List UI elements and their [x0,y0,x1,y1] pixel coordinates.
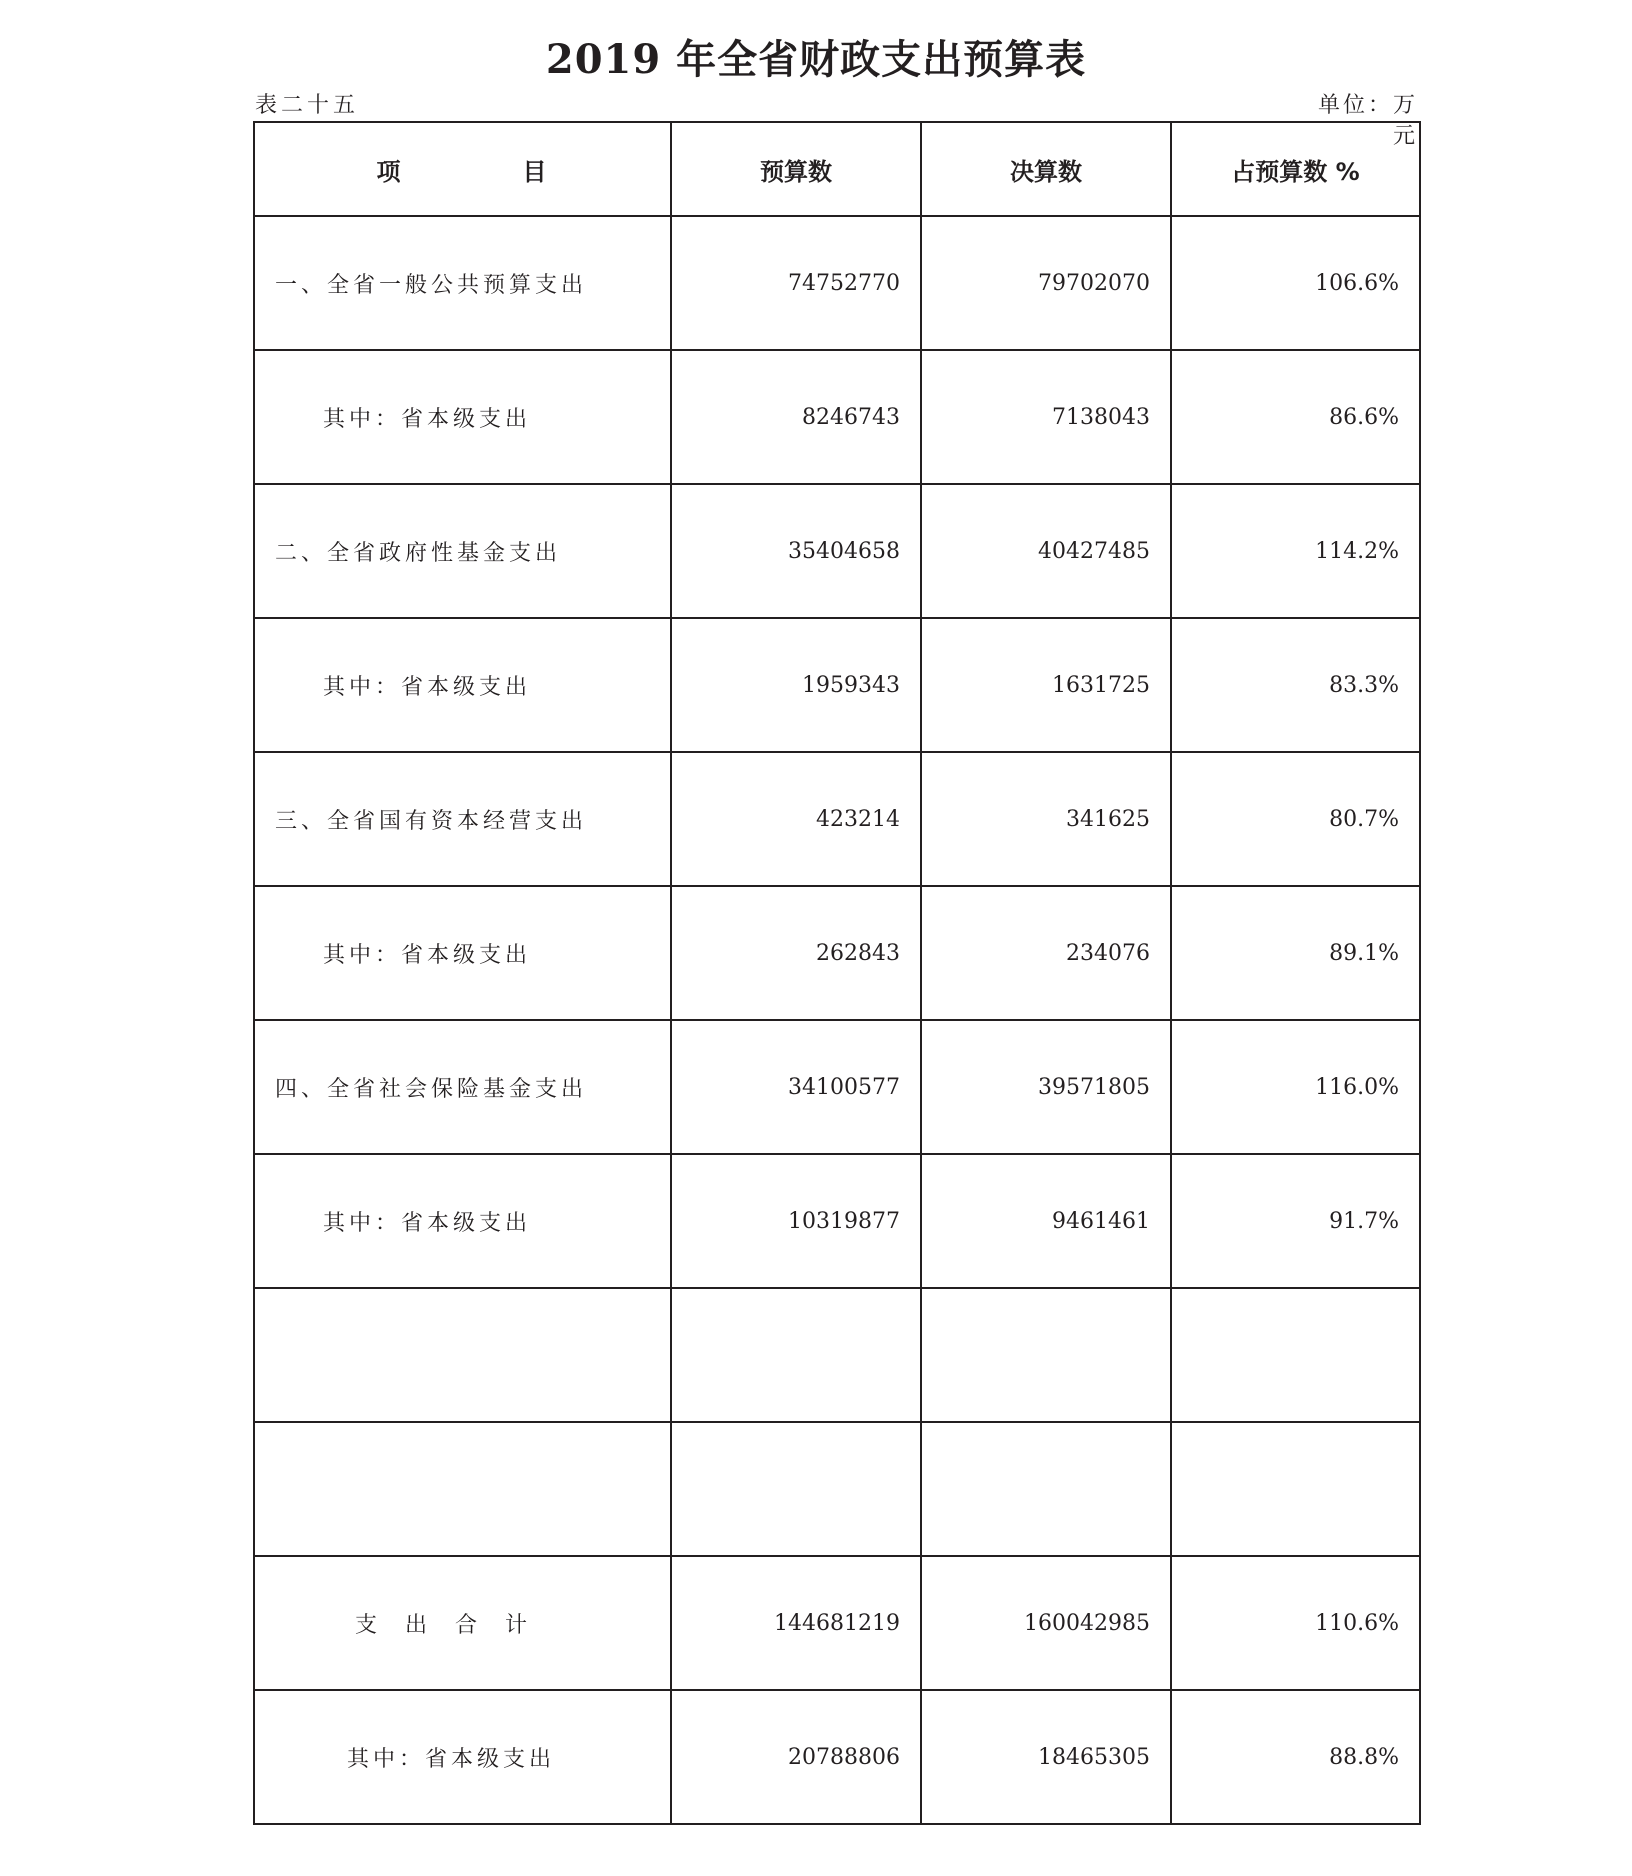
row-ratio: 114.2% [1171,484,1420,618]
table-row-empty [254,1422,1420,1556]
total-sub-item: 其中：省本级支出 [254,1690,671,1824]
row-budget [671,1288,921,1422]
row-item: 二、全省政府性基金支出 [254,484,671,618]
row-final: 234076 [921,886,1171,1020]
row-budget [671,1422,921,1556]
total-sub-ratio: 88.8% [1171,1690,1420,1824]
table-label: 表二十五 [255,93,360,118]
row-item: 一、全省一般公共预算支出 [254,216,671,350]
row-ratio: 83.3% [1171,618,1420,752]
row-item: 其中：省本级支出 [254,1154,671,1288]
table-row [254,886,1420,1020]
row-final: 39571805 [921,1020,1171,1154]
row-item: 其中：省本级支出 [254,618,671,752]
row-budget: 262843 [671,886,921,1020]
row-item: 其中：省本级支出 [254,886,671,1020]
table-row [254,618,1420,752]
header-item-a: 项 [376,157,403,186]
row-final [921,1288,1171,1422]
table-row [254,752,1420,886]
row-ratio: 86.6% [1171,350,1420,484]
table-row [254,1154,1420,1288]
row-budget: 35404658 [671,484,921,618]
row-budget: 8246743 [671,350,921,484]
row-budget: 423214 [671,752,921,886]
row-item [254,1288,671,1422]
row-final [921,1422,1171,1556]
header-budget: 预算数 [671,122,921,216]
total-sub-final: 18465305 [921,1690,1171,1824]
row-budget: 1959343 [671,618,921,752]
total-sub-budget: 20788806 [671,1690,921,1824]
row-final: 40427485 [921,484,1171,618]
row-ratio: 89.1% [1171,886,1420,1020]
header-final: 决算数 [921,122,1171,216]
total-final: 160042985 [921,1556,1171,1690]
total-item: 支出合计 [254,1556,671,1690]
row-item: 其中：省本级支出 [254,350,671,484]
row-budget: 34100577 [671,1020,921,1154]
row-item: 三、全省国有资本经营支出 [254,752,671,886]
row-item [254,1422,671,1556]
row-final: 79702070 [921,216,1171,350]
row-item: 四、全省社会保险基金支出 [254,1020,671,1154]
row-ratio: 116.0% [1171,1020,1420,1154]
table-row [254,484,1420,618]
total-ratio: 110.6% [1171,1556,1420,1690]
header-item [254,122,671,216]
row-final: 341625 [921,752,1171,886]
page-title: 2019 年全省财政支出预算表 [545,36,1087,83]
row-final: 1631725 [921,618,1171,752]
row-ratio: 106.6% [1171,216,1420,350]
header-row [254,122,1420,216]
table-row [254,216,1420,350]
row-budget: 10319877 [671,1154,921,1288]
header-item-b: 目 [522,157,549,186]
row-ratio [1171,1422,1420,1556]
row-final: 7138043 [921,350,1171,484]
row-ratio: 80.7% [1171,752,1420,886]
budget-table [253,121,1421,1825]
table-row [254,350,1420,484]
total-sub-row [254,1690,1420,1824]
row-budget: 74752770 [671,216,921,350]
table-row-empty [254,1288,1420,1422]
row-final: 9461461 [921,1154,1171,1288]
total-row [254,1556,1420,1690]
row-ratio [1171,1288,1420,1422]
unit-label: 单位：万元 [1317,93,1418,149]
row-ratio: 91.7% [1171,1154,1420,1288]
table-row [254,1020,1420,1154]
total-budget: 144681219 [671,1556,921,1690]
header-ratio: 占预算数 % [1171,122,1420,216]
